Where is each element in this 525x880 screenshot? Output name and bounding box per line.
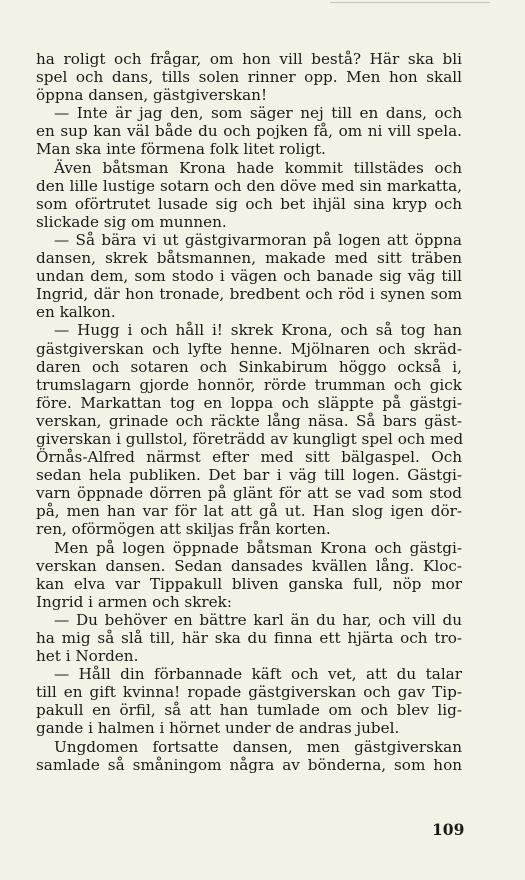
text-line: varn öppnade dörren på glänt för att se vad som stod: [36, 484, 462, 503]
text-line: en kalkon.: [36, 303, 116, 322]
text-line: slickade sig om munnen.: [36, 212, 227, 231]
text-line: kan elva var Tippakull bliven ganska full, nöp mor: [36, 574, 462, 593]
text-line: på, men han var för lat att gå ut. Han slog igen dör-: [36, 502, 462, 521]
text-line: giverskan i gullstol, företrädd av kungligt spel och med: [36, 429, 464, 448]
text-line: till en gift kvinna! ropade gästgiverskan och gav Tip-: [36, 683, 462, 702]
text-line: ha roligt och frågar, om hon vill bestå? Här ska bli: [36, 50, 462, 68]
page-edge-rule: [330, 2, 490, 3]
text-line: — Inte är jag den, som säger nej till en dans, och: [54, 104, 462, 123]
text-line: gästgiverskan och lyfte henne. Mjölnaren och skräd-: [36, 339, 462, 358]
text-line: gande i halmen i hörnet under de andras jubel.: [36, 719, 400, 738]
text-line: Ingrid i armen och skrek:: [36, 592, 232, 611]
text-line: spel och dans, tills solen rinner opp. Men hon skall: [36, 68, 462, 87]
text-line: pakull en örfil, så att han tumlade om och blev lig-: [36, 701, 462, 720]
text-line: — Så bära vi ut gästgivarmoran på logen att öppna: [54, 230, 462, 249]
text-line: verskan dansen. Sedan dansades kvällen lång. Kloc-: [36, 556, 462, 575]
text-line: som oförtrutet lusade sig och bet ihjäl sina kryp och: [36, 194, 462, 213]
text-line: daren och sotaren och Sinkabirum höggo också i,: [36, 357, 462, 376]
text-line: trumslagarn gjorde honnör, rörde trumman och gick: [36, 375, 462, 394]
text-line: en sup kan väl både du och pojken få, om ni vill spela.: [36, 122, 462, 141]
text-line: öppna dansen, gästgiverskan!: [36, 86, 268, 105]
text-line: Även båtsman Krona hade kommit tillstädes och: [54, 158, 462, 177]
text-line: ren, oförmögen att skiljas från korten.: [36, 520, 331, 539]
body-text: [36, 50, 462, 774]
text-line: verskan, grinade och räckte lång näsa. Så bars gäst-: [36, 411, 462, 430]
text-line: sedan hela publiken. Det bar i väg till logen. Gästgi-: [36, 466, 462, 485]
text-line: den lille lustige sotarn och den döve med sin markatta,: [36, 176, 462, 195]
text-line: Örnås-Alfred närmst efter med sitt bälgaspel. Och: [36, 448, 462, 467]
text-line: Ingrid, där hon tronade, bredbent och röd i synen som: [36, 285, 462, 304]
text-line: före. Markattan tog en loppa och släppte på gästgi-: [36, 393, 462, 412]
page-number: 109: [432, 820, 465, 839]
text-line: ha mig så slå till, här ska du finna ett hjärta och tro-: [36, 629, 462, 647]
text-line: dansen, skrek båtsmannen, makade med sitt träben: [36, 249, 462, 268]
text-line: Men på logen öppnade båtsman Krona och gästgi-: [54, 538, 462, 557]
text-line: — Håll din förbannade käft och vet, att du talar: [54, 665, 462, 684]
text-line: — Du behöver en bättre karl än du har, och vill du: [54, 610, 462, 629]
text-line: samlade så småningom några av bönderna, som hon: [36, 755, 462, 774]
text-line: Man ska inte förmena folk litet roligt.: [36, 140, 326, 159]
text-line: undan dem, som stodo i vägen och banade sig väg till: [36, 267, 462, 286]
text-line: Ungdomen fortsatte dansen, men gästgiverskan: [54, 737, 462, 756]
text-line: het i Norden.: [36, 647, 139, 666]
text-line: — Hugg i och håll i! skrek Krona, och så tog han: [54, 321, 462, 340]
